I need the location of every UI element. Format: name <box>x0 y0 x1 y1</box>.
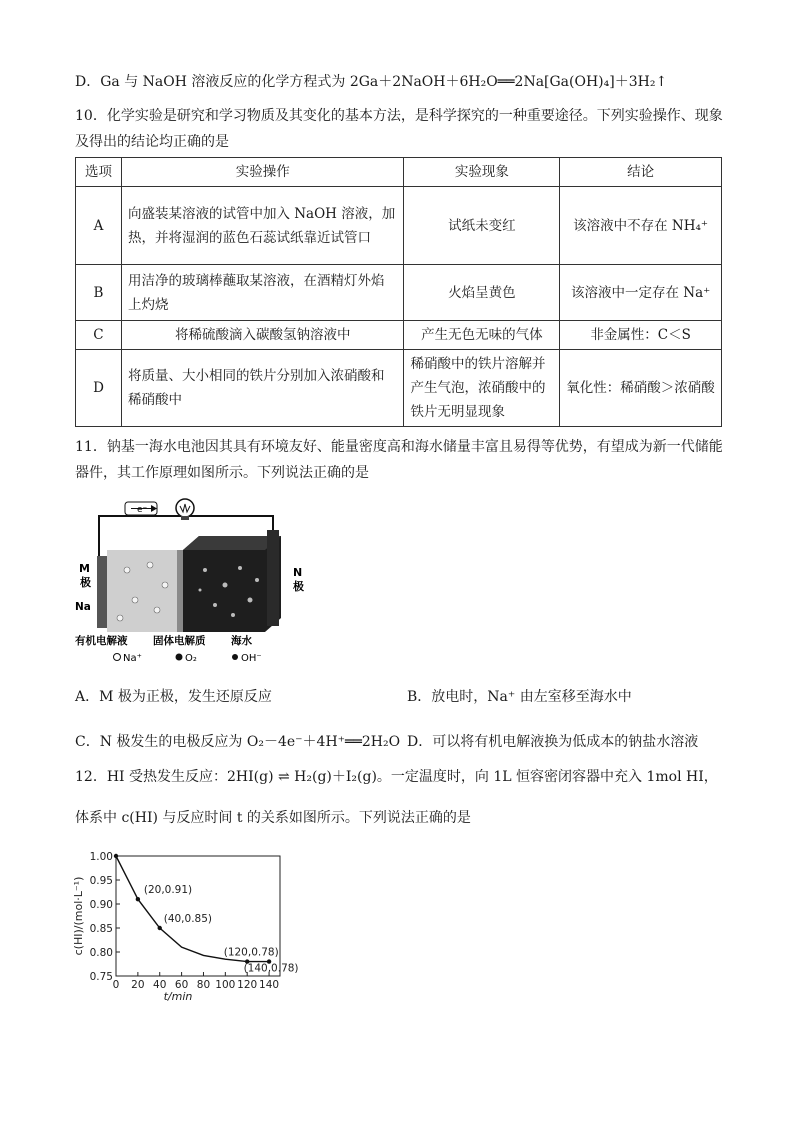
q9-option-d <box>75 72 667 92</box>
x-tick-label: 140 <box>259 979 280 991</box>
legend-oh: OH⁻ <box>241 653 262 664</box>
x-axis-label: t/min <box>163 990 193 1003</box>
y-tick-label: 0.80 <box>89 947 113 959</box>
header-operation: 实验操作 <box>121 158 404 187</box>
data-point <box>136 897 140 901</box>
y-tick-label: 0.75 <box>89 971 113 983</box>
x-tick-label: 100 <box>215 979 236 991</box>
x-tick-label: 80 <box>196 979 211 991</box>
data-label: (40,0.85) <box>163 913 213 925</box>
svg-text:极: 极 <box>293 580 304 593</box>
legend-na: Na⁺ <box>123 653 142 664</box>
row-option: D <box>76 350 122 427</box>
q11-option-c: C．N 极发生的电极反应为 O₂－4e⁻＋4H⁺══2H₂O <box>75 734 401 750</box>
table-header-row <box>76 158 722 187</box>
electron-label: e⁻ <box>137 505 148 515</box>
data-point <box>114 854 118 858</box>
q12-stem-line2: 体系中 c(HI) 与反应时间 t 的关系如图所示。下列说法正确的是 <box>75 810 471 826</box>
header-option: 选项 <box>76 158 122 187</box>
table-row <box>76 187 722 265</box>
q9-option-d-equation: 2Ga＋2NaOH＋6H₂O══2Na[Ga(OH)₄]＋3H₂↑ <box>349 74 668 90</box>
na-label: Na <box>75 601 91 613</box>
x-tick-label: 0 <box>112 979 120 991</box>
table-row <box>76 265 722 321</box>
hi-concentration-chart <box>70 838 299 1008</box>
row-observation: 试纸未变红 <box>404 187 560 265</box>
seawater-label: 海水 <box>231 635 252 647</box>
y-tick-label: 0.85 <box>89 923 113 935</box>
row-conclusion: 该溶液中一定存在 Na⁺ <box>560 265 722 321</box>
q11-option-d: D．可以将有机电解液换为低成本的钠盐水溶液 <box>407 734 699 750</box>
organic-electrolyte-label: 有机电解液 <box>75 635 128 647</box>
q10-table <box>75 157 722 427</box>
row-conclusion: 非金属性：C＜S <box>560 321 722 350</box>
y-tick-label: 1.00 <box>89 851 113 863</box>
row-operation: 将稀硫酸滴入碳酸氢钠溶液中 <box>121 321 404 350</box>
data-point <box>158 926 162 930</box>
q10-stem-line2: 及得出的结论均正确的是 <box>75 134 229 150</box>
q10-stem-line1: 10．化学实验是研究和学习物质及其变化的基本方法，是科学探究的一种重要途径。下列实验操作、现象 <box>75 108 723 124</box>
row-observation: 火焰呈黄色 <box>404 265 560 321</box>
m-electrode-label: M <box>79 562 90 575</box>
row-operation: 将质量、大小相同的铁片分别加入浓硝酸和稀硝酸中 <box>121 350 404 427</box>
q11-stem-line1: 11．钠基一海水电池因其具有环境友好、能量密度高和海水储量丰富且易得等优势，有望成为新一代储能 <box>75 439 723 455</box>
svg-text:极: 极 <box>80 576 91 589</box>
row-conclusion: 该溶液中不存在 NH₄⁺ <box>560 187 722 265</box>
x-tick-label: 120 <box>237 979 258 991</box>
table-row <box>76 350 722 427</box>
data-label: (20,0.91) <box>143 884 193 897</box>
chart-svg <box>70 838 299 1008</box>
row-observation: 稀硝酸中的铁片溶解并产生气泡，浓硝酸中的铁片无明显现象 <box>404 350 560 427</box>
x-tick-label: 20 <box>131 979 145 991</box>
row-conclusion: 氧化性：稀硝酸＞浓硝酸 <box>560 350 722 427</box>
table-row <box>76 321 722 350</box>
x-tick-label: 60 <box>174 979 189 991</box>
solid-electrolyte-label: 固体电解质 <box>153 635 206 647</box>
row-option: A <box>76 187 122 265</box>
y-tick-label: 0.95 <box>89 875 113 887</box>
header-observation: 实验现象 <box>404 158 560 187</box>
q11-option-a: A．M 极为正极，发生还原反应 <box>75 689 272 705</box>
row-operation: 用洁净的玻璃棒蘸取某溶液，在酒精灯外焰上灼烧 <box>121 265 404 321</box>
row-option: C <box>76 321 122 350</box>
x-tick-label: 40 <box>153 979 167 991</box>
row-option: B <box>76 265 122 321</box>
legend-o2: O₂ <box>185 653 197 664</box>
n-electrode-label: N <box>293 566 303 579</box>
row-observation: 产生无色无味的气体 <box>404 321 560 350</box>
data-label: (120,0.78) <box>223 946 279 959</box>
data-label: (140,0.78) <box>243 962 299 975</box>
y-tick-label: 0.90 <box>89 899 113 911</box>
row-operation: 向盛装某溶液的试管中加入 NaOH 溶液，加热，并将湿润的蓝色石蕊试纸靠近试管口 <box>121 187 404 265</box>
q9-option-d-prefix: D．Ga 与 NaOH 溶液反应的化学方程式为 <box>75 74 350 90</box>
y-axis-label: c(HI)/(mol·L⁻¹) <box>72 876 85 956</box>
header-conclusion: 结论 <box>560 158 722 187</box>
q11-option-b: B．放电时，Na⁺ 由左室移至海水中 <box>407 689 632 705</box>
battery-diagram <box>75 490 315 670</box>
q12-stem-line1: 12．HI 受热发生反应：2HI(g) ⇌ H₂(g)＋I₂(g)。一定温度时，向 1L 恒容密闭容器中充入 1mol HI， <box>75 769 718 785</box>
q11-stem-line2: 器件，其工作原理如图所示。下列说法正确的是 <box>75 465 369 481</box>
